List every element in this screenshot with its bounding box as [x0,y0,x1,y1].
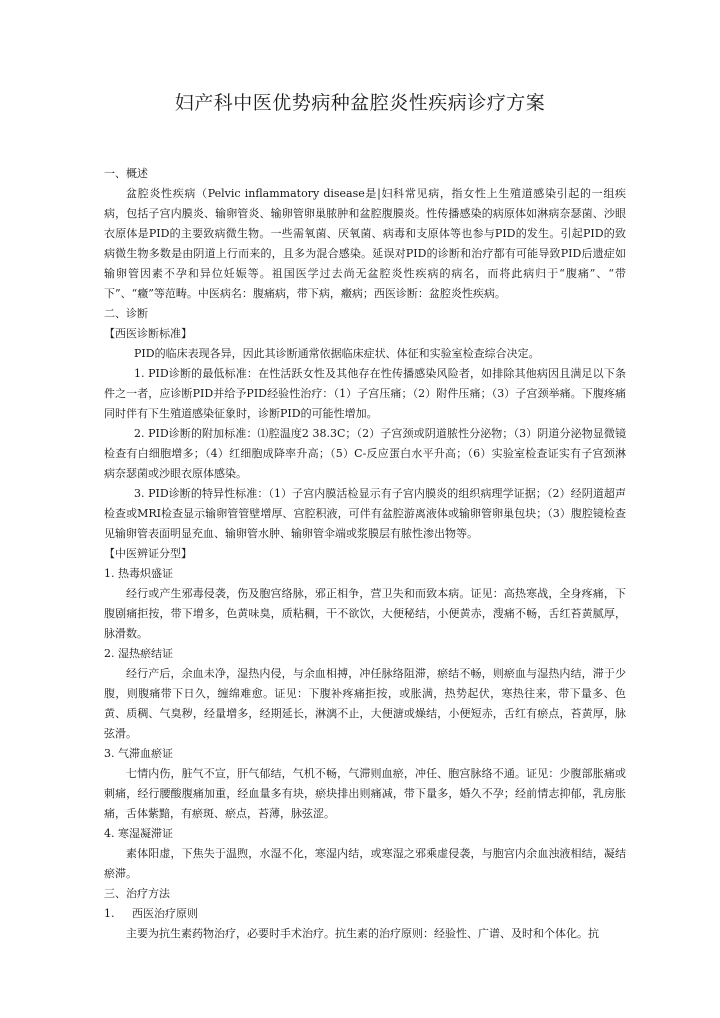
document-body [104,164,626,944]
tcm-syndrome-3-body: 七情内伤，脏气不宣，肝气郁结，气机不畅，气滞则血瘀，冲任、胞宫脉络不通。证见：少腹部胀痛或刺痛，经行腰酸腹痛加重，经血量多有块，瘀块排出则痛减，带下量多，婚久不孕；经前情志抑郁，乳房胀痛，舌体紫黯，有瘀斑、瘀点，苔薄，脉弦涩。 [104,767,626,820]
western-intro-paragraph: PID的临床表现各异，因此其诊断通常依据临床症状、体征和实验室检查综合决定。 [134,347,540,360]
western-criterion-additional: 2. PID诊断的附加标准：⑴腔温度2 38.3C；（2）子宫颈或阴道脓性分泌物；（3）阴道分泌物显微镜检查有白细胞增多；（4）红细胞成降率升高；（5）C-反应蛋白水平升高；（6）实验室检查证实有子宫颈淋病奈瑟菌或沙眼衣原体感染。 [104,427,626,480]
treatment-subheading-number: 1. [104,907,115,920]
tcm-syndrome-2-body: 经行产后，余血未净，湿热内侵，与余血相搏，冲任脉络阻滞，瘀结不畅，则瘀血与湿热内结，滞于少腹，则腹痛带下日久，缠绵难愈。证见：下腹补疼痛拒按，或胀满，热势起伏，寒热往来，带下量多、色黄、质稠、气臭秽，经量增多，经期延长，淋漓不止，大便溏或燥结，小便短赤，舌红有瘀点，苔黄厚，脉弦滑。 [104,667,626,740]
tcm-syndrome-3-title: 3. 气滞血瘀证 [104,747,173,760]
western-criteria-heading: 【西医诊断标准】 [104,327,192,340]
document-title: 妇产科中医优势病种盆腔炎性疾病诊疗方案 [174,92,546,114]
treatment-subheading-text: 西医治疗原则 [132,907,198,920]
section-heading-treatment: 三、治疗方法 [104,887,170,900]
western-criterion-minimum: 1. PID诊断的最低标准：在性活跃女性及其他存在性传播感染风险者，如排除其他病因且满足以下条件之一者，应诊断PID并给予PID经验性治疗：（1）子宫压痛；（2）附件压痛；（3）子宫颈举痛。下腹疼痛同时伴有下生殖道感染征象时，诊断PID的可能性增加。 [104,367,626,420]
section-heading-diagnosis: 二、诊断 [104,307,148,320]
tcm-syndrome-heading: 【中医辨证分型】 [104,547,192,560]
treatment-subheading-western [104,904,626,924]
section-heading-overview: 一、概述 [104,167,148,180]
tcm-syndrome-1-body: 经行或产生邪毒侵袭，伤及胞宫络脉，邪正相争，营卫失和而致本病。证见：高热寒战，全身疼痛，下腹剧痛拒按，带下增多，色黄味臭，质粘稠，干不欲饮，大便秘结，小便黄赤，溲痛不畅，舌红苔黄腻厚，脉滑数。 [104,587,626,640]
tcm-syndrome-2-title: 2. 湿热瘀结证 [104,647,173,660]
tcm-syndrome-4-body: 素体阳虚，下焦失于温煦，水湿不化，寒湿内结，或寒湿之邪乘虚侵袭，与胞宫内余血浊液相结，凝结瘀滞。 [104,847,626,880]
treatment-western-paragraph: 主要为抗生素药物治疗，必要时手术治疗。抗生素的治疗原则：经验性、广谱、及时和个体化。抗 [126,927,599,940]
tcm-syndrome-4-title: 4. 寒湿凝滞证 [104,827,173,840]
western-criterion-specific: 3. PID诊断的特异性标准：（1）子宫内膜活检显示有子宫内膜炎的组织病理学证据；（2）经阴道超声检查或MRI检查显示输卵管管壁增厚、宫腔积液，可伴有盆腔游离液体或输卵管卵巢包块；（3）腹腔镜检查见输卵管表面明显充血、输卵管水肿、输卵管伞端或浆膜层有脓性渗出物等。 [104,487,626,540]
overview-paragraph: 盆腔炎性疾病（Pelvic inflammatory disease是|妇科常见病，指女性上生殖道感染引起的一组疾病，包括子宫内膜炎、输卵管炎、输卵管卵巢脓肿和盆腔腹膜炎。性传播感染的病原体如淋病奈瑟菌、沙眼衣原体是PID的主要致病微生物。一些需氧菌、厌氧菌、病毒和支原体等也参与PID的发生。引起PID的致病微生物多数是由阴道上行而来的，且多为混合感染。延误对PID的诊断和治疗都有可能导致PID后遗症如输卵管因素不孕和异位妊娠等。祖国医学过去尚无盆腔炎性疾病的病名，而将此病归于“腹痛”、“带下”、“癥”等范畴。中医病名：腹痛病，带下病，癥病；西医诊断：盆腔炎性疾病。 [104,187,626,300]
tcm-syndrome-1-title: 1. 热毒炽盛证 [104,567,173,580]
